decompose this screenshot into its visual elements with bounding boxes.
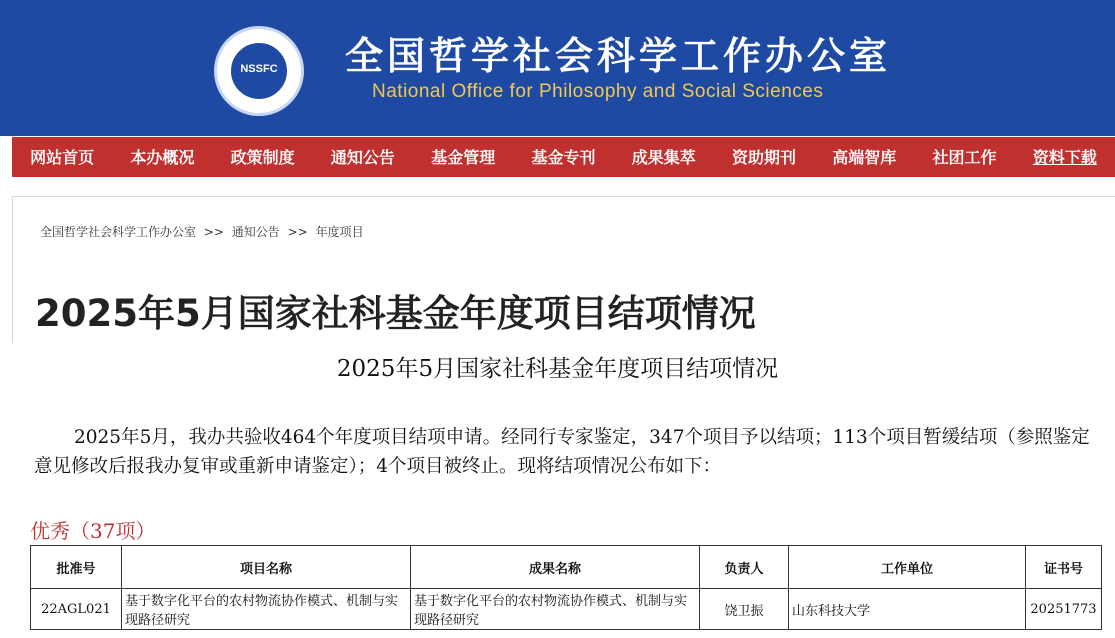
breadcrumb-separator: >> (287, 225, 308, 239)
breadcrumb-link-notices[interactable]: 通知公告 (231, 225, 280, 239)
column-header: 负责人 (700, 546, 789, 589)
nav-item-funded-journals[interactable]: 资助期刊 (731, 148, 796, 167)
table-header-row (31, 546, 1102, 589)
table-cell: 山东科技大学 (789, 589, 1026, 630)
nssfc-logo[interactable] (214, 26, 304, 116)
breadcrumb-separator: >> (203, 225, 224, 239)
breadcrumb-link-annual-projects[interactable]: 年度项目 (315, 225, 364, 239)
nav-item-about[interactable]: 本办概况 (130, 148, 195, 167)
results-table (30, 545, 1102, 630)
table-cell: 基于数字化平台的农村物流协作模式、机制与实现路径研究 (411, 589, 700, 630)
document-title: 2025年5月国家社科基金年度项目结项情况 (336, 356, 779, 382)
nav-item-downloads[interactable]: 资料下载 (1032, 148, 1097, 167)
nav-item-think-tanks[interactable]: 高端智库 (832, 148, 897, 167)
section-heading-excellent: 优秀（37项） (30, 519, 156, 543)
logo-emblem (229, 41, 289, 101)
nav-item-achievements[interactable]: 成果集萃 (631, 148, 696, 167)
nav-item-home[interactable]: 网站首页 (30, 148, 95, 167)
column-header: 项目名称 (122, 546, 411, 589)
nav-item-notices[interactable]: 通知公告 (330, 148, 395, 167)
column-header: 批准号 (31, 546, 122, 589)
breadcrumb (40, 223, 368, 240)
nav-item-policy[interactable]: 政策制度 (230, 148, 295, 167)
column-header: 成果名称 (411, 546, 700, 589)
site-name-cn: 全国哲学社会科学工作办公室 (345, 33, 892, 78)
logo-text: NSSFC (240, 63, 278, 75)
breadcrumb-link-home[interactable]: 全国哲学社会科学工作办公室 (40, 225, 197, 239)
nav-item-fund-journal[interactable]: 基金专刊 (531, 148, 596, 167)
table-cell: 22AGL021 (31, 589, 122, 630)
table-row (31, 589, 1102, 630)
table-cell: 基于数字化平台的农村物流协作模式、机制与实现路径研究 (122, 589, 411, 630)
column-header: 工作单位 (789, 546, 1026, 589)
site-header (0, 0, 1115, 136)
table-cell: 饶卫振 (700, 589, 789, 630)
nav-item-fund-management[interactable]: 基金管理 (431, 148, 496, 167)
main-nav (12, 137, 1115, 177)
nav-item-associations[interactable]: 社团工作 (932, 148, 997, 167)
site-name-en: National Office for Philosophy and Social Sciences (372, 81, 824, 102)
intro-paragraph: 2025年5月，我办共验收464个年度项目结项申请。经同行专家鉴定，347个项目予以结项；113个项目暂缓结项（参照鉴定意见修改后报我办复审或重新申请鉴定）；4个项目被终止。现将结项情况公布如下： (34, 427, 1090, 477)
table-cell: 20251773 (1026, 589, 1102, 630)
column-header: 证书号 (1026, 546, 1102, 589)
page-title: 2025年5月国家社科基金年度项目结项情况 (35, 292, 756, 335)
